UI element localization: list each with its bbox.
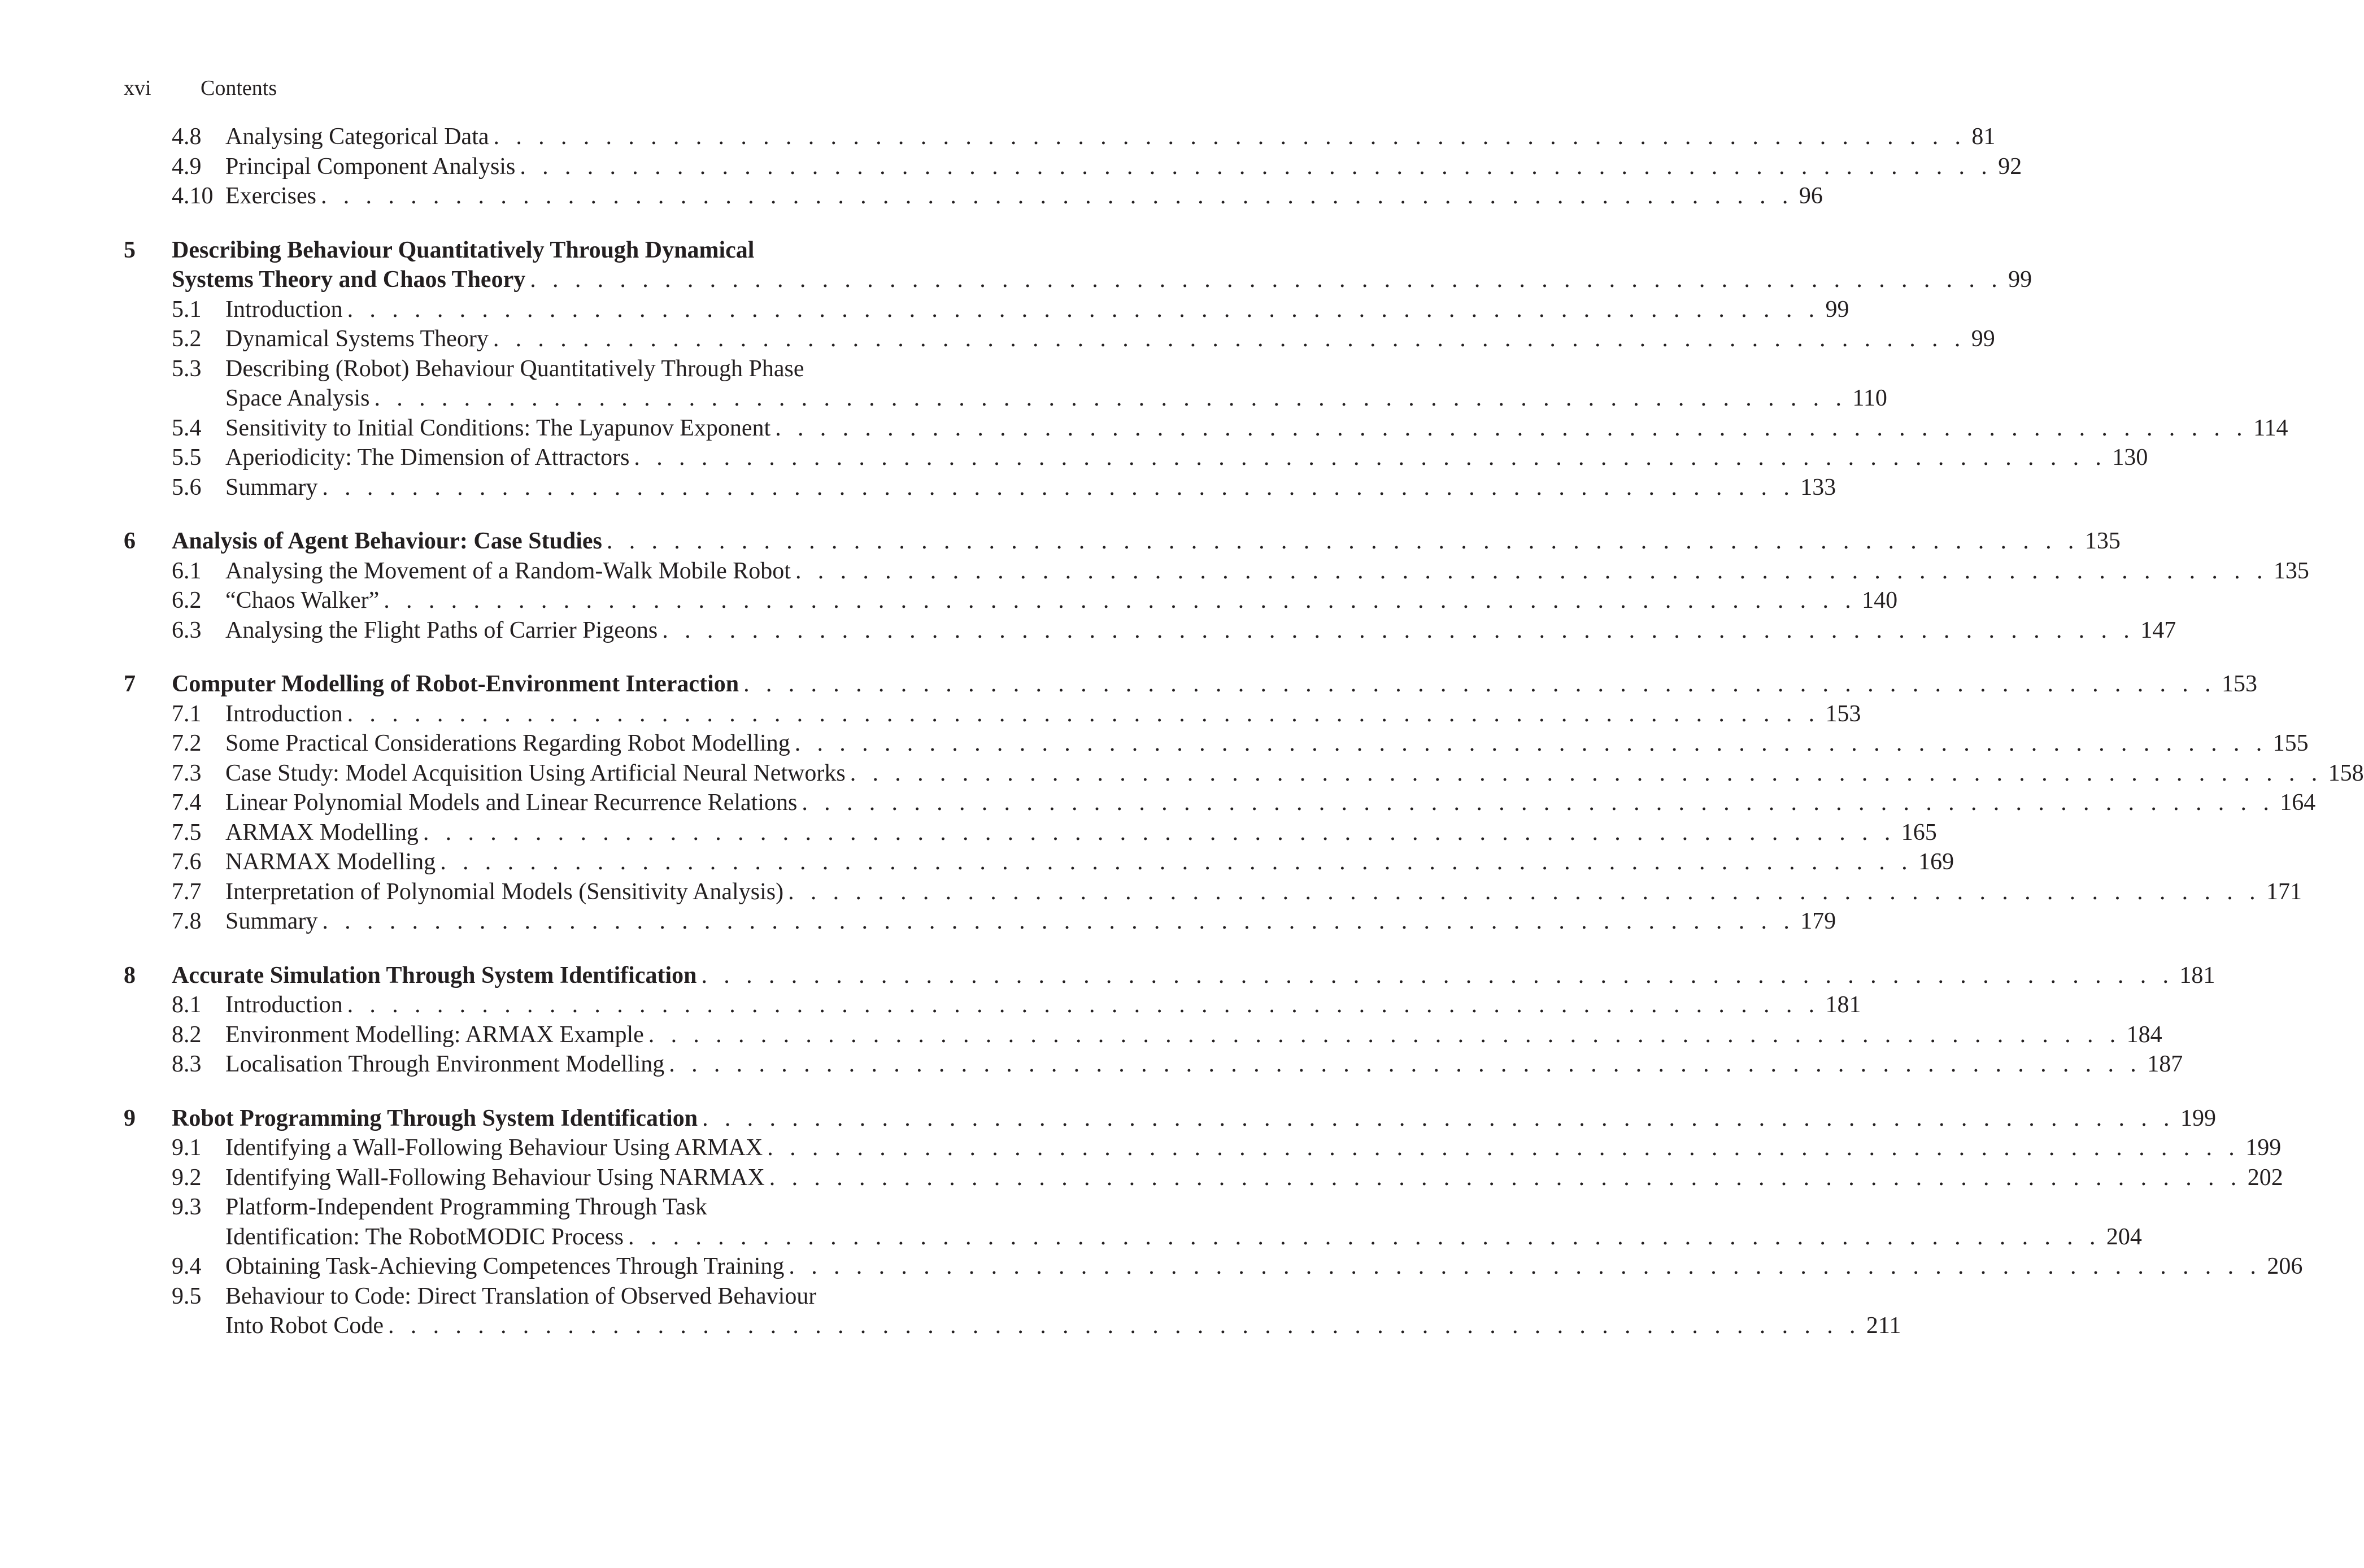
- dot-leader: . . . . . . . . . . . . . . . . . . . . . . . . . . . . . . . . . . . . . . . . . . . . . . . . . . . . . . . . . . . . . . . . . .: [493, 124, 1966, 150]
- page-number: 206: [2267, 1253, 2303, 1279]
- section-number: 5.4: [172, 415, 202, 441]
- section-number: 9.2: [172, 1164, 202, 1191]
- dot-leader: . . . . . . . . . . . . . . . . . . . . . . . . . . . . . . . . . . . . . . . . . . . . . . . . . . . . . . . . . . . . . . . . . .: [520, 153, 1993, 180]
- toc-entry-7-3[interactable]: [124, 759, 2364, 789]
- running-head: [124, 75, 277, 102]
- page-folio: xvi: [124, 76, 151, 100]
- chapter-title: Computer Modelling of Robot-Environment Interaction: [172, 671, 739, 697]
- toc-chapter-5-line2[interactable]: [124, 265, 2032, 295]
- dot-leader: . . . . . . . . . . . . . . . . . . . . . . . . . . . . . . . . . . . . . . . . . . . . . . . . . . . . . . . . . . . . . . . . . .: [795, 557, 2268, 584]
- section-title: ARMAX Modelling: [225, 819, 419, 846]
- section-number: 7.5: [172, 819, 202, 846]
- toc-entry-5-3-line1[interactable]: [124, 354, 920, 384]
- dot-leader: . . . . . . . . . . . . . . . . . . . . . . . . . . . . . . . . . . . . . . . . . . . . . . . . . . . . . . . . . . . . . . . . . .: [788, 878, 2261, 905]
- section-number: 7.7: [172, 878, 202, 905]
- page-number: 211: [1866, 1313, 1901, 1339]
- toc-entry-7-8[interactable]: [124, 907, 1836, 937]
- section-title: Dynamical Systems Theory: [225, 326, 489, 352]
- page-number: 204: [2106, 1223, 2142, 1250]
- section-number: 4.9: [172, 153, 202, 180]
- section-title: NARMAX Modelling: [225, 849, 436, 875]
- toc-chapter-5-line1[interactable]: [124, 236, 920, 265]
- toc-entry-6-1[interactable]: [124, 556, 2309, 586]
- section-title: Analysing the Flight Paths of Carrier Pigeons: [225, 617, 658, 643]
- section-title: Obtaining Task-Achieving Competences Through Training: [225, 1253, 785, 1279]
- section-title: Identifying Wall-Following Behaviour Using NARMAX: [225, 1164, 765, 1191]
- dot-leader: . . . . . . . . . . . . . . . . . . . . . . . . . . . . . . . . . . . . . . . . . . . . . . . . . . . . . . . . . . . . . . . . . .: [648, 1021, 2121, 1048]
- toc-entry-6-3[interactable]: [124, 616, 2176, 646]
- dot-leader: . . . . . . . . . . . . . . . . . . . . . . . . . . . . . . . . . . . . . . . . . . . . . . . . . . . . . . . . . . . . . . . . . .: [743, 671, 2216, 697]
- chapter-number: 8: [124, 962, 136, 988]
- page-number: 165: [1901, 819, 1937, 846]
- dot-leader: . . . . . . . . . . . . . . . . . . . . . . . . . . . . . . . . . . . . . . . . . . . . . . . . . . . . . . . . . . . . . . . . . .: [789, 1253, 2262, 1279]
- dot-leader: . . . . . . . . . . . . . . . . . . . . . . . . . . . . . . . . . . . . . . . . . . . . . . . . . . . . . . . . . . . . . . . . . .: [775, 415, 2248, 441]
- chapter-number: 6: [124, 528, 136, 554]
- section-title: Aperiodicity: The Dimension of Attractors: [225, 445, 630, 471]
- section-title: Introduction: [225, 700, 343, 727]
- toc-entry-5-3-line2[interactable]: [124, 384, 1887, 413]
- section-title: Platform-Independent Programming Through Task: [225, 1194, 707, 1220]
- section-number: 8.1: [172, 992, 202, 1018]
- section-number: 4.8: [172, 124, 202, 150]
- dot-leader: . . . . . . . . . . . . . . . . . . . . . . . . . . . . . . . . . . . . . . . . . . . . . . . . . . . . . . . . . . . . . . . . . .: [850, 760, 2323, 786]
- toc-entry-9-2[interactable]: [124, 1163, 2283, 1193]
- section-number: 8.2: [172, 1021, 202, 1048]
- section-number: 5.2: [172, 326, 202, 352]
- dot-leader: . . . . . . . . . . . . . . . . . . . . . . . . . . . . . . . . . . . . . . . . . . . . . . . . . . . . . . . . . . . . . . . . . .: [767, 1135, 2240, 1161]
- section-number: 6.1: [172, 557, 202, 584]
- section-title: Sensitivity to Initial Conditions: The Lyapunov Exponent: [225, 415, 771, 441]
- page-number: 96: [1799, 183, 1823, 209]
- page-number: 140: [1862, 587, 1898, 613]
- section-title: Identifying a Wall-Following Behaviour Using ARMAX: [225, 1135, 763, 1161]
- section-number: 7.1: [172, 700, 202, 727]
- toc-entry-4-10[interactable]: [124, 181, 1823, 211]
- toc-entry-5-5[interactable]: [124, 443, 2148, 473]
- dot-leader: . . . . . . . . . . . . . . . . . . . . . . . . . . . . . . . . . . . . . . . . . . . . . . . . . . . . . . . . . . . . . . . . . .: [669, 1051, 2142, 1077]
- toc-entry-8-1[interactable]: [124, 990, 1861, 1020]
- section-title-continued: Identification: The RobotMODIC Process: [225, 1223, 624, 1250]
- toc-entry-4-9[interactable]: [124, 152, 2022, 182]
- page-number: 110: [1852, 385, 1887, 411]
- page-number: 153: [1825, 700, 1861, 727]
- section-title: Introduction: [225, 992, 343, 1018]
- page-number: 81: [1971, 124, 1996, 150]
- section-title: Interpretation of Polynomial Models (Sensitivity Analysis): [225, 878, 784, 905]
- section-title: “Chaos Walker”: [225, 587, 380, 613]
- page-number: 99: [2008, 267, 2032, 293]
- dot-leader: . . . . . . . . . . . . . . . . . . . . . . . . . . . . . . . . . . . . . . . . . . . . . . . . . . . . . . . . . . . . . . . . . .: [347, 992, 1820, 1018]
- toc-entry-9-3-line2[interactable]: [124, 1222, 2142, 1252]
- section-number: 7.6: [172, 849, 202, 875]
- dot-leader: . . . . . . . . . . . . . . . . . . . . . . . . . . . . . . . . . . . . . . . . . . . . . . . . . . . . . . . . . . . . . . . . . .: [347, 700, 1820, 727]
- page-number: 199: [2180, 1105, 2216, 1131]
- page-number: 187: [2147, 1051, 2183, 1077]
- page-number: 99: [1971, 326, 1995, 352]
- dot-leader: . . . . . . . . . . . . . . . . . . . . . . . . . . . . . . . . . . . . . . . . . . . . . . . . . . . . . . . . . . . . . . . . . .: [628, 1223, 2101, 1250]
- toc-entry-5-6[interactable]: [124, 473, 1836, 503]
- toc-entry-7-6[interactable]: [124, 847, 1954, 877]
- section-title: Environment Modelling: ARMAX Example: [225, 1021, 644, 1048]
- toc-entry-9-5-line2[interactable]: [124, 1311, 1901, 1341]
- dot-leader: . . . . . . . . . . . . . . . . . . . . . . . . . . . . . . . . . . . . . . . . . . . . . . . . . . . . . . . . . . . . . . . . . .: [388, 1313, 1861, 1339]
- toc-entry-9-3-line1[interactable]: [124, 1192, 920, 1222]
- page-number: 184: [2126, 1021, 2162, 1048]
- page-number: 158: [2328, 760, 2364, 786]
- section-title: Principal Component Analysis: [225, 153, 516, 180]
- toc-entry-6-2[interactable]: [124, 586, 1898, 616]
- section-title: Introduction: [225, 296, 343, 323]
- page-number: 135: [2273, 557, 2309, 584]
- toc-entry-5-2[interactable]: [124, 324, 1995, 354]
- chapter-title: Analysis of Agent Behaviour: Case Studies: [172, 528, 602, 554]
- dot-leader: . . . . . . . . . . . . . . . . . . . . . . . . . . . . . . . . . . . . . . . . . . . . . . . . . . . . . . . . . . . . . . . . . .: [493, 326, 1966, 352]
- page-number: 169: [1918, 849, 1954, 875]
- page-number: 179: [1800, 908, 1836, 934]
- section-title: Case Study: Model Acquisition Using Artificial Neural Networks: [225, 760, 846, 786]
- toc-entry-7-7[interactable]: [124, 877, 2302, 907]
- dot-leader: . . . . . . . . . . . . . . . . . . . . . . . . . . . . . . . . . . . . . . . . . . . . . . . . . . . . . . . . . . . . . . . . . .: [374, 385, 1847, 411]
- page-number: 99: [1825, 296, 1849, 323]
- section-number: 8.3: [172, 1051, 202, 1077]
- running-head-title: Contents: [201, 76, 277, 100]
- section-number: 7.3: [172, 760, 202, 786]
- dot-leader: . . . . . . . . . . . . . . . . . . . . . . . . . . . . . . . . . . . . . . . . . . . . . . . . . . . . . . . . . . . . . . . . . .: [423, 819, 1896, 846]
- page-number: 114: [2253, 415, 2288, 441]
- section-number: 6.3: [172, 617, 202, 643]
- page-number: 130: [2112, 445, 2148, 471]
- dot-leader: . . . . . . . . . . . . . . . . . . . . . . . . . . . . . . . . . . . . . . . . . . . . . . . . . . . . . . . . . . . . . . . . . .: [322, 908, 1795, 934]
- section-number: 5.3: [172, 355, 202, 382]
- section-title: Localisation Through Environment Modelling: [225, 1051, 665, 1077]
- section-number: 5.1: [172, 296, 202, 323]
- section-title: Analysing Categorical Data: [225, 124, 489, 150]
- dot-leader: . . . . . . . . . . . . . . . . . . . . . . . . . . . . . . . . . . . . . . . . . . . . . . . . . . . . . . . . . . . . . . . . . .: [320, 183, 1793, 209]
- section-number: 4.10: [172, 183, 214, 209]
- dot-leader: . . . . . . . . . . . . . . . . . . . . . . . . . . . . . . . . . . . . . . . . . . . . . . . . . . . . . . . . . . . . . . . . . .: [440, 849, 1913, 875]
- page-number: 135: [2084, 528, 2121, 554]
- toc-chapter-7[interactable]: [124, 669, 2257, 699]
- page-number: 92: [1998, 153, 2022, 180]
- section-title: Exercises: [225, 183, 316, 209]
- section-title: Behaviour to Code: Direct Translation of Observed Behaviour: [225, 1283, 817, 1309]
- chapter-number: 7: [124, 671, 136, 697]
- page-number: 181: [2179, 962, 2215, 988]
- dot-leader: . . . . . . . . . . . . . . . . . . . . . . . . . . . . . . . . . . . . . . . . . . . . . . . . . . . . . . . . . . . . . . . . . .: [606, 528, 2079, 554]
- dot-leader: . . . . . . . . . . . . . . . . . . . . . . . . . . . . . . . . . . . . . . . . . . . . . . . . . . . . . . . . . . . . . . . . . .: [769, 1164, 2242, 1191]
- section-title: Linear Polynomial Models and Linear Recurrence Relations: [225, 790, 798, 816]
- page-number: 171: [2266, 878, 2302, 905]
- page-number: 133: [1800, 474, 1836, 500]
- toc-entry-4-8[interactable]: [124, 122, 1996, 152]
- page-number: 199: [2245, 1135, 2282, 1161]
- table-of-contents: [124, 122, 2364, 1341]
- toc-entry-7-5[interactable]: [124, 818, 1937, 848]
- page-number: 181: [1825, 992, 1861, 1018]
- chapter-title: Describing Behaviour Quantitatively Through Dynamical: [172, 237, 755, 263]
- dot-leader: . . . . . . . . . . . . . . . . . . . . . . . . . . . . . . . . . . . . . . . . . . . . . . . . . . . . . . . . . . . . . . . . . .: [702, 1105, 2175, 1131]
- dot-leader: . . . . . . . . . . . . . . . . . . . . . . . . . . . . . . . . . . . . . . . . . . . . . . . . . . . . . . . . . . . . . . . . . .: [662, 617, 2135, 643]
- section-number: 7.2: [172, 730, 202, 756]
- chapter-title: Robot Programming Through System Identification: [172, 1105, 698, 1131]
- section-number: 9.1: [172, 1135, 202, 1161]
- dot-leader: . . . . . . . . . . . . . . . . . . . . . . . . . . . . . . . . . . . . . . . . . . . . . . . . . . . . . . . . . . . . . . . . . .: [701, 962, 2174, 988]
- toc-chapter-9[interactable]: [124, 1104, 2216, 1134]
- section-title-continued: Space Analysis: [225, 385, 370, 411]
- toc-entry-7-4[interactable]: [124, 788, 2316, 818]
- section-number: 7.8: [172, 908, 202, 934]
- chapter-title: Accurate Simulation Through System Identification: [172, 962, 697, 988]
- section-title: Describing (Robot) Behaviour Quantitatively Through Phase: [225, 355, 804, 382]
- page-number: 202: [2247, 1164, 2283, 1191]
- toc-chapter-8[interactable]: [124, 961, 2215, 991]
- section-number: 5.5: [172, 445, 202, 471]
- page-number: 155: [2272, 730, 2309, 756]
- section-number: 5.6: [172, 474, 202, 500]
- toc-entry-5-1[interactable]: [124, 295, 1849, 325]
- dot-leader: . . . . . . . . . . . . . . . . . . . . . . . . . . . . . . . . . . . . . . . . . . . . . . . . . . . . . . . . . . . . . . . . . .: [794, 730, 2267, 756]
- toc-entry-9-5-line1[interactable]: [124, 1282, 920, 1312]
- section-title: Summary: [225, 908, 318, 934]
- section-title: Some Practical Considerations Regarding Robot Modelling: [225, 730, 790, 756]
- dot-leader: . . . . . . . . . . . . . . . . . . . . . . . . . . . . . . . . . . . . . . . . . . . . . . . . . . . . . . . . . . . . . . . . . .: [530, 267, 2003, 293]
- dot-leader: . . . . . . . . . . . . . . . . . . . . . . . . . . . . . . . . . . . . . . . . . . . . . . . . . . . . . . . . . . . . . . . . . .: [802, 790, 2275, 816]
- section-title-continued: Into Robot Code: [225, 1313, 384, 1339]
- chapter-title-continued: Systems Theory and Chaos Theory: [172, 267, 526, 293]
- toc-entry-8-3[interactable]: [124, 1049, 2183, 1079]
- section-number: 9.3: [172, 1194, 202, 1220]
- dot-leader: . . . . . . . . . . . . . . . . . . . . . . . . . . . . . . . . . . . . . . . . . . . . . . . . . . . . . . . . . . . . . . . . . .: [384, 587, 1857, 613]
- dot-leader: . . . . . . . . . . . . . . . . . . . . . . . . . . . . . . . . . . . . . . . . . . . . . . . . . . . . . . . . . . . . . . . . . .: [634, 445, 2107, 471]
- toc-entry-5-4[interactable]: [124, 413, 2288, 443]
- toc-entry-9-4[interactable]: [124, 1252, 2303, 1282]
- section-number: 9.5: [172, 1283, 202, 1309]
- section-number: 6.2: [172, 587, 202, 613]
- toc-entry-7-2[interactable]: [124, 729, 2309, 759]
- toc-entry-7-1[interactable]: [124, 699, 1861, 729]
- page-number: 164: [2280, 790, 2316, 816]
- toc-entry-8-2[interactable]: [124, 1020, 2162, 1050]
- page-number: 147: [2140, 617, 2176, 643]
- chapter-number: 9: [124, 1105, 136, 1131]
- toc-entry-9-1[interactable]: [124, 1133, 2282, 1163]
- dot-leader: . . . . . . . . . . . . . . . . . . . . . . . . . . . . . . . . . . . . . . . . . . . . . . . . . . . . . . . . . . . . . . . . . .: [347, 296, 1820, 323]
- page-number: 153: [2222, 671, 2257, 697]
- dot-leader: . . . . . . . . . . . . . . . . . . . . . . . . . . . . . . . . . . . . . . . . . . . . . . . . . . . . . . . . . . . . . . . . . .: [322, 474, 1795, 500]
- chapter-number: 5: [124, 237, 136, 263]
- section-number: 9.4: [172, 1253, 202, 1279]
- section-number: 7.4: [172, 790, 202, 816]
- section-title: Summary: [225, 474, 318, 500]
- section-title: Analysing the Movement of a Random-Walk Mobile Robot: [225, 557, 791, 584]
- toc-chapter-6[interactable]: [124, 526, 2121, 556]
